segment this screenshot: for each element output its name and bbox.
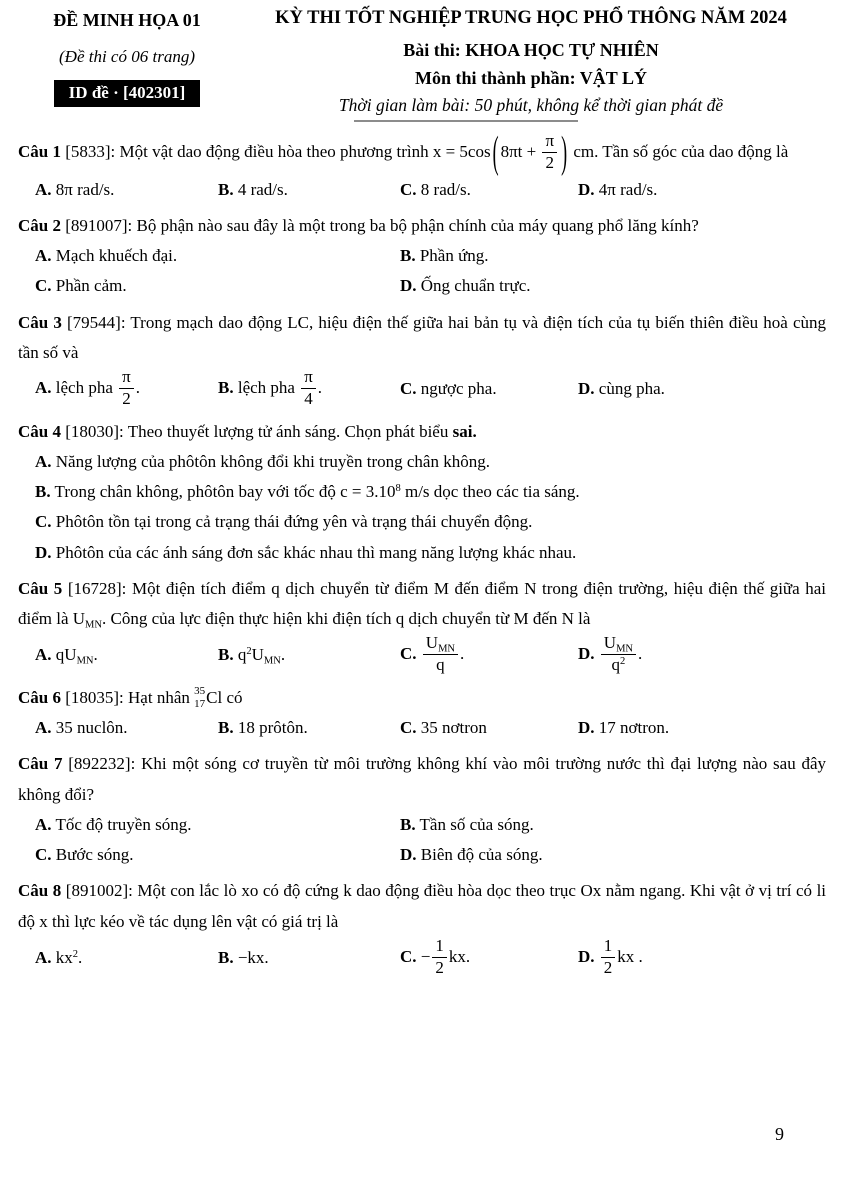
mn-subscript: MN bbox=[438, 643, 456, 655]
option-c bbox=[400, 937, 578, 979]
fraction-numerator: π bbox=[301, 367, 316, 389]
question-8-number: Câu 8 bbox=[18, 881, 62, 901]
element-symbol: Cl bbox=[206, 687, 223, 707]
exponent: 2 bbox=[72, 949, 79, 961]
u-symbol: U bbox=[425, 633, 439, 653]
fraction-denominator: 2 bbox=[545, 152, 555, 172]
option-c-label: C. bbox=[400, 644, 417, 664]
option-d bbox=[400, 271, 826, 301]
mn-subscript: MN bbox=[263, 656, 281, 668]
fraction-denominator: 4 bbox=[304, 388, 313, 408]
option-a-text: qU bbox=[55, 645, 77, 665]
exponent: 8 bbox=[395, 483, 401, 495]
option-d bbox=[578, 175, 826, 205]
option-c bbox=[35, 507, 826, 537]
option-c-label: C. bbox=[35, 512, 52, 532]
pages-note: (Đề thi có 06 trang) bbox=[59, 47, 195, 67]
question-6-options bbox=[18, 713, 826, 743]
question-6 bbox=[18, 683, 826, 744]
option-b-label: B. bbox=[218, 947, 234, 967]
option-c-text: Bước sóng. bbox=[55, 845, 134, 865]
fraction-denominator: 2 bbox=[603, 957, 613, 977]
option-c-label: C. bbox=[35, 845, 52, 865]
question-2-options bbox=[18, 241, 826, 302]
option-d bbox=[578, 937, 826, 979]
exam-code: ĐỀ MINH HỌA 01 bbox=[53, 10, 201, 30]
option-b-label: B. bbox=[218, 378, 234, 398]
question-1-number: Câu 1 bbox=[18, 142, 61, 162]
option-a-period: . bbox=[135, 378, 140, 398]
option-c-label: C. bbox=[400, 179, 417, 199]
question-6-stem-end: có bbox=[226, 687, 243, 707]
option-b-text: lệch pha bbox=[237, 378, 295, 398]
question-1 bbox=[18, 127, 826, 205]
option-a-label: A. bbox=[35, 246, 52, 266]
formula-prefix: x = 5cos bbox=[432, 142, 491, 162]
minus-sign: − bbox=[420, 946, 431, 966]
option-a-label: A. bbox=[35, 814, 52, 834]
question-7-number: Câu 7 bbox=[18, 754, 63, 774]
option-b-label: B. bbox=[400, 246, 416, 266]
option-b-label: B. bbox=[218, 645, 234, 665]
option-b-text: 4 rad/s. bbox=[237, 179, 288, 199]
header-right-column bbox=[236, 6, 826, 122]
question-2-text bbox=[18, 211, 826, 241]
fraction bbox=[432, 936, 447, 978]
fraction bbox=[542, 131, 557, 173]
exponent: 2 bbox=[620, 656, 626, 668]
option-a bbox=[35, 713, 218, 743]
question-7-options bbox=[18, 810, 826, 871]
fraction bbox=[301, 367, 316, 409]
exponent: 2 bbox=[246, 646, 252, 658]
option-d-label: D. bbox=[578, 718, 595, 738]
fraction-numerator: π bbox=[542, 131, 557, 153]
question-3-stem: Trong mạch dao động LC, hiệu điện thế giữa hai bản tụ và điện tích của tụ biến thiên điều hoà cùng tần số và bbox=[18, 312, 826, 362]
option-d-text: Phôtôn của các ánh sáng đơn sắc khác nhau thì mang năng lượng khác nhau. bbox=[55, 542, 577, 562]
option-d bbox=[578, 634, 826, 676]
option-b-text-end: m/s dọc theo các tia sáng. bbox=[404, 482, 580, 502]
option-b-text: q bbox=[237, 645, 247, 665]
option-d-label: D. bbox=[35, 542, 52, 562]
option-a-text: 8π rad/s. bbox=[55, 179, 115, 199]
option-a-label: A. bbox=[35, 179, 52, 199]
option-c-period: . bbox=[460, 644, 465, 664]
option-a-period: . bbox=[93, 645, 98, 665]
fraction bbox=[423, 633, 458, 675]
option-d bbox=[35, 538, 826, 568]
option-c bbox=[35, 271, 400, 301]
option-a-period: . bbox=[78, 947, 83, 967]
option-b-label: B. bbox=[218, 718, 234, 738]
option-c bbox=[35, 840, 400, 870]
question-1-formula bbox=[432, 127, 569, 177]
question-6-text bbox=[18, 683, 826, 713]
option-d-text: Biên độ của sóng. bbox=[420, 845, 543, 865]
option-a bbox=[35, 943, 218, 973]
option-b bbox=[218, 640, 400, 670]
option-c-label: C. bbox=[35, 276, 52, 296]
question-1-stem: Một vật dao động điều hòa theo phương trình bbox=[119, 142, 429, 162]
option-a-text: kx bbox=[55, 947, 73, 967]
fraction-denominator: 2 bbox=[122, 388, 131, 408]
mass-number: 35 bbox=[194, 685, 206, 698]
question-3-id: [79544]: bbox=[67, 312, 126, 332]
q-symbol: q bbox=[611, 655, 621, 675]
option-d bbox=[400, 840, 826, 870]
option-b bbox=[400, 810, 826, 840]
fraction bbox=[119, 367, 134, 409]
option-c-text: 35 nơtron bbox=[420, 718, 487, 738]
question-7-stem: Khi một sóng cơ truyền từ môi trường không khí vào môi trường nước thì đại lượng nào sau đây không đổi? bbox=[18, 754, 827, 804]
question-2-stem: Bộ phận nào sau đây là một trong ba bộ phận chính của máy quang phổ lăng kính? bbox=[136, 215, 699, 235]
option-b-text: Phần ứng. bbox=[419, 246, 489, 266]
page-number: 9 bbox=[775, 1124, 784, 1144]
duration-underline bbox=[354, 120, 578, 122]
option-a bbox=[35, 175, 218, 205]
option-d-label: D. bbox=[578, 179, 595, 199]
exam-title: KỲ THI TỐT NGHIỆP TRUNG HỌC PHỔ THÔNG NĂM 2024 bbox=[275, 8, 787, 28]
question-1-options bbox=[18, 175, 826, 205]
open-paren: ( bbox=[492, 127, 499, 177]
question-5-text bbox=[18, 574, 826, 635]
question-4 bbox=[18, 417, 826, 568]
option-c bbox=[400, 175, 578, 205]
option-b bbox=[218, 175, 400, 205]
option-b-text: −kx. bbox=[237, 947, 269, 967]
fraction-numerator: 1 bbox=[432, 936, 447, 958]
option-a bbox=[35, 447, 826, 477]
option-a-text: lệch pha bbox=[55, 378, 113, 398]
option-b bbox=[218, 943, 400, 973]
fraction-numerator: 1 bbox=[601, 936, 616, 958]
question-5-number: Câu 5 bbox=[18, 578, 63, 598]
option-c bbox=[400, 634, 578, 676]
option-a-label: A. bbox=[35, 645, 52, 665]
option-c-text: kx. bbox=[448, 946, 471, 966]
option-c bbox=[400, 374, 578, 404]
option-d-label: D. bbox=[578, 644, 595, 664]
option-d-period: . bbox=[638, 644, 643, 664]
mn-subscript: MN bbox=[616, 643, 634, 655]
question-4-stem: Theo thuyết lượng tử ánh sáng. Chọn phát biểu bbox=[127, 421, 449, 441]
question-2 bbox=[18, 211, 826, 302]
option-d-text: cùng pha. bbox=[598, 379, 665, 399]
u-symbol: U bbox=[251, 645, 264, 665]
option-c-text: 8 rad/s. bbox=[420, 179, 471, 199]
fraction-denominator bbox=[601, 655, 636, 676]
option-d bbox=[578, 374, 826, 404]
question-3 bbox=[18, 308, 826, 411]
option-c-text: Phần cảm. bbox=[55, 276, 127, 296]
option-c-text: Phôtôn tồn tại trong cả trạng thái đứng yên và trạng thái chuyển động. bbox=[55, 512, 533, 532]
option-b-period: . bbox=[317, 378, 323, 398]
question-1-stem-end: cm. Tần số góc của dao động là bbox=[573, 142, 789, 162]
option-d bbox=[578, 713, 826, 743]
option-a-text: Mạch khuếch đại. bbox=[55, 246, 178, 266]
option-d-label: D. bbox=[400, 845, 417, 865]
question-1-id: [5833]: bbox=[65, 142, 116, 162]
exam-duration: Thời gian làm bài: 50 phút, không kể thời gian phát đề bbox=[338, 95, 724, 116]
question-5-stem-end: . Công của lực điện thực hiện khi điện tích q dịch chuyển từ M đến N là bbox=[102, 609, 591, 629]
option-b-text: 18 prôtôn. bbox=[237, 718, 308, 738]
question-7-text bbox=[18, 749, 826, 810]
fraction bbox=[601, 633, 636, 675]
u-mn-symbol bbox=[72, 609, 103, 631]
option-d-text: 17 nơtron. bbox=[598, 718, 670, 738]
option-d-text: 4π rad/s. bbox=[598, 179, 658, 199]
question-4-id: [18030]: bbox=[65, 421, 124, 441]
option-b-label: B. bbox=[35, 482, 51, 502]
question-3-options bbox=[18, 368, 826, 410]
question-5 bbox=[18, 574, 826, 677]
question-5-options bbox=[18, 634, 826, 676]
header-left-column bbox=[18, 6, 236, 122]
option-a bbox=[35, 368, 218, 410]
question-8-text bbox=[18, 876, 826, 937]
question-8-options bbox=[18, 937, 826, 979]
option-a bbox=[35, 810, 400, 840]
fraction-numerator: π bbox=[119, 367, 134, 389]
question-8-id: [891002]: bbox=[65, 881, 133, 901]
option-b-period: . bbox=[280, 645, 286, 665]
question-2-id: [891007]: bbox=[65, 215, 133, 235]
option-a-text: Năng lượng của phôtôn không đổi khi truyền trong chân không. bbox=[55, 451, 490, 471]
exam-component: Môn thi thành phần: VẬT LÝ bbox=[415, 68, 647, 89]
option-c-text: ngược pha. bbox=[420, 379, 497, 399]
option-b-label: B. bbox=[218, 179, 234, 199]
question-6-number: Câu 6 bbox=[18, 687, 61, 707]
question-8 bbox=[18, 876, 826, 979]
fraction bbox=[601, 936, 616, 978]
option-b bbox=[218, 368, 400, 410]
exam-header bbox=[18, 6, 826, 122]
question-8-stem: Một con lắc lò xo có độ cứng k dao động điều hòa dọc theo trục Ox nằm ngang. Khi vật ở vị trí có li độ x thì lực kéo về tác dụng lên vật có giá trị là bbox=[18, 881, 827, 931]
question-4-number: Câu 4 bbox=[18, 421, 61, 441]
option-d-label: D. bbox=[578, 379, 595, 399]
question-4-options bbox=[18, 447, 826, 568]
close-paren: ) bbox=[561, 127, 568, 177]
option-b bbox=[400, 241, 826, 271]
mn-subscript: MN bbox=[85, 619, 103, 631]
option-d-label: D. bbox=[578, 946, 595, 966]
option-b-label: B. bbox=[400, 814, 416, 834]
fraction-denominator: 2 bbox=[435, 957, 444, 977]
option-a-text: 35 nuclôn. bbox=[55, 718, 128, 738]
fraction-numerator bbox=[423, 633, 458, 655]
question-7-id: [892232]: bbox=[68, 754, 136, 774]
option-a-label: A. bbox=[35, 947, 52, 967]
atomic-number: 17 bbox=[194, 697, 206, 710]
u-symbol: U bbox=[603, 633, 617, 653]
option-a bbox=[35, 241, 400, 271]
option-a-text: Tốc độ truyền sóng. bbox=[55, 814, 192, 834]
option-b bbox=[218, 713, 400, 743]
option-c-label: C. bbox=[400, 379, 417, 399]
exam-subject: Bài thi: KHOA HỌC TỰ NHIÊN bbox=[403, 39, 659, 60]
formula-inner: 8πt + bbox=[500, 142, 537, 162]
fraction-denominator: q bbox=[436, 655, 445, 675]
nuclide-notation bbox=[194, 685, 205, 710]
question-7 bbox=[18, 749, 826, 870]
option-a-label: A. bbox=[35, 451, 52, 471]
question-6-stem: Hạt nhân bbox=[128, 687, 190, 707]
option-b bbox=[35, 477, 826, 507]
option-a bbox=[35, 640, 218, 670]
exam-id-badge: ID đề · [402301] bbox=[54, 80, 201, 107]
option-c-label: C. bbox=[400, 946, 417, 966]
question-5-id: [16728]: bbox=[67, 578, 127, 598]
mn-subscript: MN bbox=[76, 656, 94, 668]
question-4-bold-word: sai. bbox=[452, 421, 477, 441]
option-a-label: A. bbox=[35, 718, 52, 738]
option-a-label: A. bbox=[35, 378, 52, 398]
option-b-text: Tần số của sóng. bbox=[419, 814, 534, 834]
option-d-text: Ống chuẩn trực. bbox=[420, 276, 531, 296]
fraction-numerator bbox=[601, 633, 636, 655]
question-5-stem: Một điện tích điểm q dịch chuyển từ điểm M đến điểm N trong điện trường, hiệu điện thế giữa hai điểm là bbox=[18, 578, 827, 629]
question-3-text bbox=[18, 308, 826, 369]
option-d-text: kx . bbox=[617, 946, 643, 966]
option-c-label: C. bbox=[400, 718, 417, 738]
question-1-text bbox=[18, 127, 826, 177]
option-b-text: Trong chân không, phôtôn bay với tốc độ c = 3.10 bbox=[54, 482, 396, 502]
question-3-number: Câu 3 bbox=[18, 312, 62, 332]
question-2-number: Câu 2 bbox=[18, 215, 61, 235]
u-symbol: U bbox=[72, 609, 86, 629]
option-d-label: D. bbox=[400, 276, 417, 296]
question-4-text bbox=[18, 417, 826, 447]
option-c bbox=[400, 713, 578, 743]
question-6-id: [18035]: bbox=[65, 687, 124, 707]
